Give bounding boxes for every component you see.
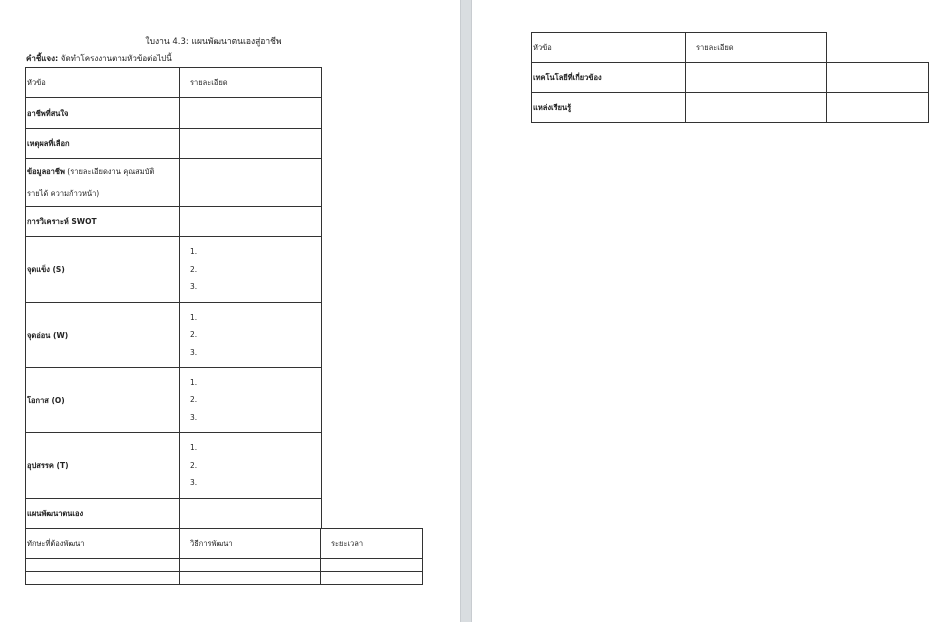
- row-label-swot: การวิเคราะห์ SWOT: [26, 207, 180, 237]
- list-item: 3.: [190, 478, 198, 488]
- list-item: 2.: [190, 395, 198, 405]
- header-topic: หัวข้อ: [26, 68, 180, 98]
- opportunity-list[interactable]: [180, 368, 322, 433]
- table-header-row: [26, 68, 322, 98]
- table-row: [26, 572, 423, 585]
- page-gutter: [460, 0, 472, 622]
- career-info-note: (รายละเอียดงาน คุณสมบัติ: [64, 166, 155, 176]
- row-label-opportunity: โอกาส (O): [26, 368, 180, 433]
- table-row: [26, 207, 322, 237]
- development-plan-table: [25, 528, 423, 585]
- table-cell[interactable]: [180, 572, 321, 585]
- list-item: 3.: [190, 347, 198, 357]
- row-label-weakness: จุดอ่อน (W): [26, 303, 180, 368]
- list-item: 2.: [190, 330, 198, 340]
- document-page-left: [0, 0, 460, 622]
- list-item: 1.: [190, 443, 198, 453]
- row-label-self-development: แผนพัฒนาตนเอง: [26, 499, 180, 529]
- table-cell[interactable]: [321, 559, 423, 572]
- row-label-reason: เหตุผลที่เลือก: [26, 129, 180, 159]
- row-label-career-info: [26, 159, 180, 207]
- row-detail-cell[interactable]: [180, 159, 322, 207]
- table-cell[interactable]: [180, 559, 321, 572]
- row-label-technology: เทคโนโลยีที่เกี่ยวข้อง: [532, 63, 686, 93]
- career-info-note-line2: รายได้ ความก้าวหน้า): [27, 188, 100, 198]
- row-detail-cell[interactable]: [180, 207, 322, 237]
- table-cell[interactable]: [321, 572, 423, 585]
- blank-header-cell: [827, 33, 929, 63]
- header-method: วิธีการพัฒนา: [180, 529, 321, 559]
- instruction: [26, 52, 172, 65]
- table-cell[interactable]: [26, 572, 180, 585]
- table-cell[interactable]: [827, 63, 929, 93]
- weakness-list[interactable]: [180, 303, 322, 368]
- instruction-text: จัดทำโครงงานตามหัวข้อต่อไปนี้: [58, 54, 172, 63]
- header-detail: รายละเอียด: [686, 33, 827, 63]
- table-row: [26, 129, 322, 159]
- table-row: [26, 237, 322, 303]
- row-detail-cell[interactable]: [180, 499, 322, 529]
- row-detail-cell[interactable]: [180, 129, 322, 159]
- document-page-right: [472, 0, 943, 622]
- list-item: 2.: [190, 460, 198, 470]
- list-item: 2.: [190, 264, 198, 274]
- table-header-row: [532, 33, 929, 63]
- row-label-learning-sources: แหล่งเรียนรู้: [532, 93, 686, 123]
- row-label-strength: จุดแข็ง (S): [26, 237, 180, 303]
- header-topic: หัวข้อ: [532, 33, 686, 63]
- table-row: [26, 368, 322, 433]
- table-row: [26, 433, 322, 499]
- table-row: [26, 303, 322, 368]
- header-skill: ทักษะที่ต้องพัฒนา: [26, 529, 180, 559]
- career-info-label: ข้อมูลอาชีพ: [27, 166, 65, 176]
- table-cell[interactable]: [686, 93, 827, 123]
- table-row: [532, 63, 929, 93]
- table-row: [26, 499, 322, 529]
- list-item: 1.: [190, 377, 198, 387]
- list-item: 1.: [190, 247, 198, 257]
- row-detail-cell[interactable]: [180, 98, 322, 129]
- list-item: 1.: [190, 312, 198, 322]
- table-cell[interactable]: [827, 93, 929, 123]
- header-duration: ระยะเวลา: [321, 529, 423, 559]
- row-label-career: อาชีพที่สนใจ: [26, 98, 180, 129]
- career-plan-table: [25, 67, 322, 529]
- list-item: 3.: [190, 412, 198, 422]
- row-label-threat: อุปสรรค (T): [26, 433, 180, 499]
- worksheet-title: ใบงาน 4.3: แผนพัฒนาตนเองสู่อาชีพ: [145, 37, 282, 47]
- table-cell[interactable]: [686, 63, 827, 93]
- table-row: [532, 93, 929, 123]
- instruction-label: คำชี้แจง:: [26, 54, 59, 63]
- list-item: 3.: [190, 282, 198, 292]
- header-detail: รายละเอียด: [180, 68, 322, 98]
- threat-list[interactable]: [180, 433, 322, 499]
- table-row: [26, 98, 322, 129]
- table-row: [26, 559, 423, 572]
- table-row: [26, 159, 322, 207]
- table-cell[interactable]: [26, 559, 180, 572]
- resources-table: [531, 32, 929, 123]
- strength-list[interactable]: [180, 237, 322, 303]
- table-header-row: [26, 529, 423, 559]
